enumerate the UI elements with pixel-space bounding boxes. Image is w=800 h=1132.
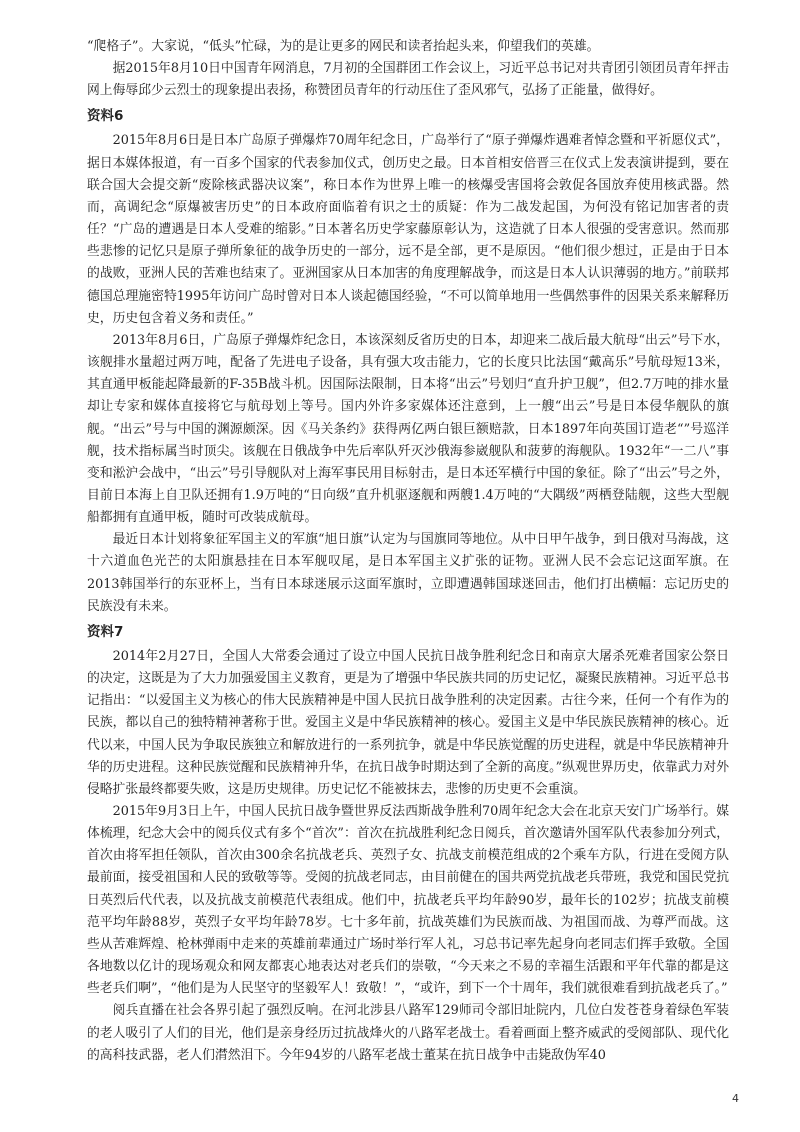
paragraph: 最近日本计划将象征军国主义的军旗“旭日旗”认定为与国旗同等地位。从中日甲午战争，到日俄对马海战，这十六道血色光芒的太阳旗悬挂在日本军舰叹尾，是日本军国主义扩张的证物。亚洲人民不会忘记这面军旗。在2013韩国举行的东亚杯上，当有日本球迷展示这面军旗时，立即遭遇韩国球迷回击，他们打出横幅：忘记历史的民族没有未来。	[87, 532, 729, 614]
paragraph: 2015年9月3日上午，中国人民抗日战争暨世界反法西斯战争胜利70周年纪念大会在北京天安门广场举行。媒体梳理，纪念大会中的阅兵仪式有多个“首次”：首次在抗战胜利纪念日阅兵，首次邀请外国军队代表参加分列式，首次由将军担任领队，首次由300余名抗战老兵、英烈子女、抗战支前模范组成的2个乘车方队，行进在受阅方队最前面，接受祖国和人民的致敬等等。受阅的抗战老同志，由目前健在的国共两党抗战老兵带班，我党和国民党抗日英烈后代代表，以及抗战支前模范代表组成。他们中，抗战老兵平均年龄90岁，最年长的102岁；抗战支前模范平均年龄88岁，英烈子女平均年龄78岁。七十多年前，抗战英雄们为民族而战、为祖国而战、为尊严而战。这些从苦难辉煌、枪林弹雨中走来的英雄前辈通过广场时举行军人礼，习总书记率先起身向老同志们挥手致敬。全国各地数以亿计的现场观众和网友都衷心地表达对老兵们的崇敬，“今天来之不易的幸福生活跟和平年代靠的都是这些老兵们啊”，“他们是为人民坚守的坚毅军人！致敬！”，“或许，到下一个十周年，我们就很难看到抗战老兵了。”	[87, 804, 729, 997]
paragraph-continued: “爬格子”。大家说，“低头”忙碌，为的是让更多的网民和读者抬起头来，仰望我们的英雄。	[87, 39, 600, 54]
paragraph: 2015年8月6日是日本广岛原子弹爆炸70周年纪念日，广岛举行了“原子弹爆炸遇难者悼念暨和平祈愿仪式”，据日本媒体报道，有一百多个国家的代表参加仪式，创历史之最。日本首相安倍晋三在仪式上发表演讲提到，要在联合国大会提交新“废除核武器决议案”，称日本作为世界上唯一的核爆受害国将会敦促各国放弃使用核武器。然而，高调纪念“原爆被害历史”的日本政府面临着有识之士的质疑：作为二战发起国，为何没有铭记加害者的责任？“广岛的遭遇是日本人受难的缩影。”日本著名历史学家藤原彰认为，这造就了日本人很强的受害意识。然而那些悲惨的记忆只是原子弹所象征的战争历史的一部分，远不是全部，更不是原因。“他们很少想过，正是由于日本的战败，亚洲人民的苦难也结束了。亚洲国家从日本加害的角度理解战争，而这是日本人认识薄弱的地方。”前联邦德国总理施密特1995年访问广岛时曾对日本人谈起德国经验，“不可以简单地用一些偶然事件的因果关系来解释历史，历史包含着义务和责任。”	[87, 133, 729, 326]
page-number: 4	[732, 1092, 739, 1105]
paragraph: 阅兵直播在社会各界引起了强烈反响。在河北涉县八路军129师司令部旧址院内，几位白发苍苍身着绿色军装的老人吸引了人们的目光，他们是亲身经历过抗战烽火的八路军老战士。看着画面上整齐威武的受阅部队、现代化的高科技武器，老人们潸然泪下。今年94岁的八路军老战士董某在抗日战争中击毙敌伪军40	[87, 1003, 729, 1063]
paragraph: 据2015年8月10日中国青年网消息，7月初的全国群团工作会议上，习近平总书记对共青团引领团员青年抨击网上侮辱邱少云烈士的现象提出表扬，称赞团员青年的行动压住了歪风邪气，弘扬了正能量，做得好。	[87, 61, 729, 99]
section-heading: 资料7	[87, 623, 124, 640]
page-content	[87, 36, 729, 1067]
paragraph: 2014年2月27日，全国人大常委会通过了设立中国人民抗日战争胜利纪念日和南京大屠杀死难者国家公祭日的决定，这既是为了大力加强爱国主义教育，更是为了增强中华民族共同的历史记忆，凝聚民族精神。习近平总书记指出：“以爱国主义为核心的伟大民族精神是中国人民抗日战争胜利的决定因素。古往今来，任何一个有作为的民族，都以自己的独特精神著称于世。爱国主义是中华民族精神的核心。爱国主义是中华民族民族精神的核心。近代以来，中国人民为争取民族独立和解放进行的一系列抗争，就是中华民族觉醒的历史进程，就是中华民族精神升华的历史进程。这种民族觉醒和民族精神升华，在抗日战争时期达到了全新的高度。”纵观世界历史，依靠武力对外侵略扩张最终都要失败，这是历史规律。历史记忆不能被抹去，悲惨的历史更不会重演。	[87, 648, 729, 797]
paragraph: 2013年8月6日，广岛原子弹爆炸纪念日，本该深刻反省历史的日本，却迎来二战后最大航母“出云”号下水，该舰排水量超过两万吨，配备了先进电子设备，具有强大攻击能力，它的长度只比法国“戴高乐”号航母短13米，其直通甲板能起降最新的F-35B战斗机。因国际法限制，日本将“出云”号划归“直升护卫舰”，但2.7万吨的排水量却让专家和媒体直接将它与航母划上等号。国内外许多家媒体还注意到，上一艘“出云”号是日本侵华舰队的旗舰。“出云”号与中国的渊源颇深。因《马关条约》获得两亿两白银巨额赔款，日本1897年向英国订造老“”号巡洋舰，技术指标属当时顶尖。该舰在日俄战争中先后率队歼灭沙俄海参崴舰队和菠萝的海舰队。1932年“一二八”事变和淞沪会战中，“出云”号引导舰队对上海军事民用目标射击，是日本还军横行中国的象征。除了“出云”号之外，目前日本海上自卫队还拥有1.9万吨的“日向级”直升机驱逐舰和两艘1.4万吨的“大隅级”两栖登陆舰，这些大型舰船都拥有直通甲板，随时可改装成航母。	[87, 332, 729, 526]
section-heading: 资料6	[87, 108, 124, 125]
